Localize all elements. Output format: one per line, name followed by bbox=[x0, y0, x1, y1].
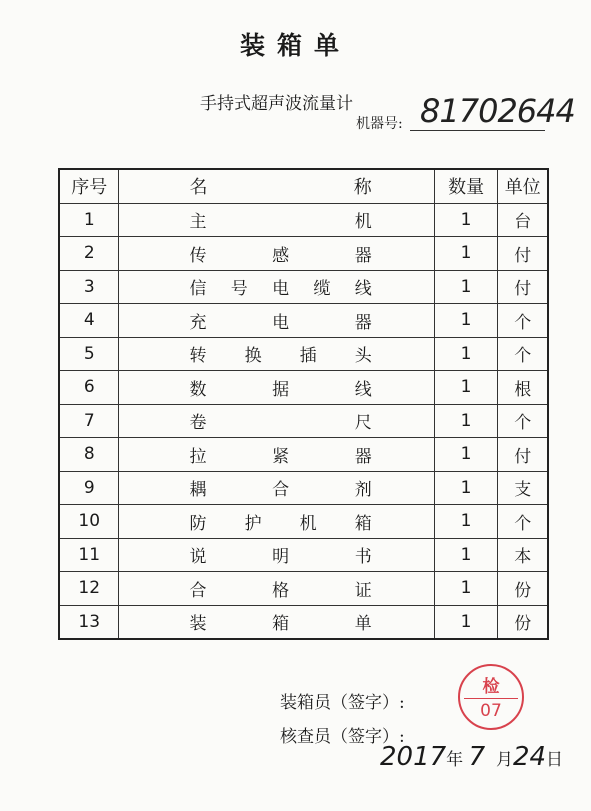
row-quantity: 1 bbox=[434, 337, 498, 371]
row-item-name: 防护机箱 bbox=[119, 505, 434, 539]
header-number: 序号 bbox=[59, 169, 119, 203]
row-quantity: 1 bbox=[434, 304, 498, 338]
row-number: 10 bbox=[59, 505, 119, 539]
table-row bbox=[59, 438, 548, 472]
row-unit: 个 bbox=[498, 304, 548, 338]
date-day-unit: 日 bbox=[546, 750, 564, 770]
row-unit: 付 bbox=[498, 270, 548, 304]
date-line bbox=[380, 742, 563, 772]
row-number: 9 bbox=[59, 471, 119, 505]
table-row bbox=[59, 471, 548, 505]
checker-signature-label: 核查员（签字）: bbox=[280, 727, 405, 747]
row-item-name: 拉紧器 bbox=[119, 438, 434, 472]
row-item-name: 合格证 bbox=[119, 572, 434, 606]
row-item-name: 传感器 bbox=[119, 237, 434, 271]
row-item-name: 信号电缆线 bbox=[119, 270, 434, 304]
header-quantity: 数量 bbox=[434, 169, 498, 203]
stamp-divider bbox=[464, 698, 518, 699]
row-number: 7 bbox=[59, 404, 119, 438]
packer-signature-label: 装箱员（签字）: bbox=[280, 693, 405, 713]
row-unit: 个 bbox=[498, 404, 548, 438]
table-row bbox=[59, 270, 548, 304]
inspection-stamp bbox=[458, 664, 524, 730]
row-number: 13 bbox=[59, 605, 119, 639]
table-row bbox=[59, 304, 548, 338]
row-unit: 付 bbox=[498, 438, 548, 472]
row-item-name: 耦合剂 bbox=[119, 471, 434, 505]
date-year-unit: 年 bbox=[446, 750, 464, 770]
product-name: 手持式超声波流量计 bbox=[200, 94, 353, 114]
row-number: 2 bbox=[59, 237, 119, 271]
row-item-name: 装箱单 bbox=[119, 605, 434, 639]
row-number: 5 bbox=[59, 337, 119, 371]
document-title: 装箱单 bbox=[239, 31, 351, 60]
row-quantity: 1 bbox=[434, 237, 498, 271]
table-row bbox=[59, 538, 548, 572]
row-item-name: 卷尺 bbox=[119, 404, 434, 438]
row-quantity: 1 bbox=[434, 471, 498, 505]
row-unit: 本 bbox=[498, 538, 548, 572]
table-row bbox=[59, 203, 548, 237]
row-number: 3 bbox=[59, 270, 119, 304]
date-day: 24 bbox=[512, 742, 547, 772]
table-row bbox=[59, 505, 548, 539]
row-unit: 份 bbox=[498, 605, 548, 639]
row-quantity: 1 bbox=[434, 404, 498, 438]
row-number: 8 bbox=[59, 438, 119, 472]
row-number: 6 bbox=[59, 371, 119, 405]
row-quantity: 1 bbox=[434, 572, 498, 606]
row-quantity: 1 bbox=[434, 270, 498, 304]
date-month: 7 bbox=[468, 742, 486, 772]
date-month-unit: 月 bbox=[495, 750, 513, 770]
row-quantity: 1 bbox=[434, 505, 498, 539]
row-unit: 支 bbox=[498, 471, 548, 505]
table-row bbox=[59, 337, 548, 371]
row-number: 4 bbox=[59, 304, 119, 338]
row-unit: 个 bbox=[498, 337, 548, 371]
row-item-name: 说明书 bbox=[119, 538, 434, 572]
row-item-name: 主机 bbox=[119, 203, 434, 237]
row-quantity: 1 bbox=[434, 203, 498, 237]
row-quantity: 1 bbox=[434, 538, 498, 572]
table-header-row bbox=[59, 169, 548, 203]
row-item-name: 充电器 bbox=[119, 304, 434, 338]
machine-number-value: 81702644 bbox=[420, 92, 575, 130]
row-number: 12 bbox=[59, 572, 119, 606]
header-name: 名称 bbox=[119, 169, 434, 203]
row-unit: 个 bbox=[498, 505, 548, 539]
row-quantity: 1 bbox=[434, 605, 498, 639]
row-unit: 根 bbox=[498, 371, 548, 405]
table-row bbox=[59, 371, 548, 405]
table-row bbox=[59, 605, 548, 639]
row-item-name: 数据线 bbox=[119, 371, 434, 405]
header-unit: 单位 bbox=[498, 169, 548, 203]
date-year: 2017 bbox=[380, 742, 447, 772]
row-item-name: 转换插头 bbox=[119, 337, 434, 371]
table-row bbox=[59, 237, 548, 271]
packing-table bbox=[58, 168, 549, 640]
table-row bbox=[59, 404, 548, 438]
row-number: 11 bbox=[59, 538, 119, 572]
row-quantity: 1 bbox=[434, 371, 498, 405]
machine-number-underline bbox=[410, 130, 545, 131]
stamp-top-text: 检 bbox=[482, 677, 500, 697]
machine-number-label: 机器号: bbox=[356, 116, 403, 132]
table-row bbox=[59, 572, 548, 606]
row-number: 1 bbox=[59, 203, 119, 237]
row-unit: 付 bbox=[498, 237, 548, 271]
stamp-bottom-text: 07 bbox=[480, 701, 502, 721]
row-quantity: 1 bbox=[434, 438, 498, 472]
row-unit: 份 bbox=[498, 572, 548, 606]
row-unit: 台 bbox=[498, 203, 548, 237]
